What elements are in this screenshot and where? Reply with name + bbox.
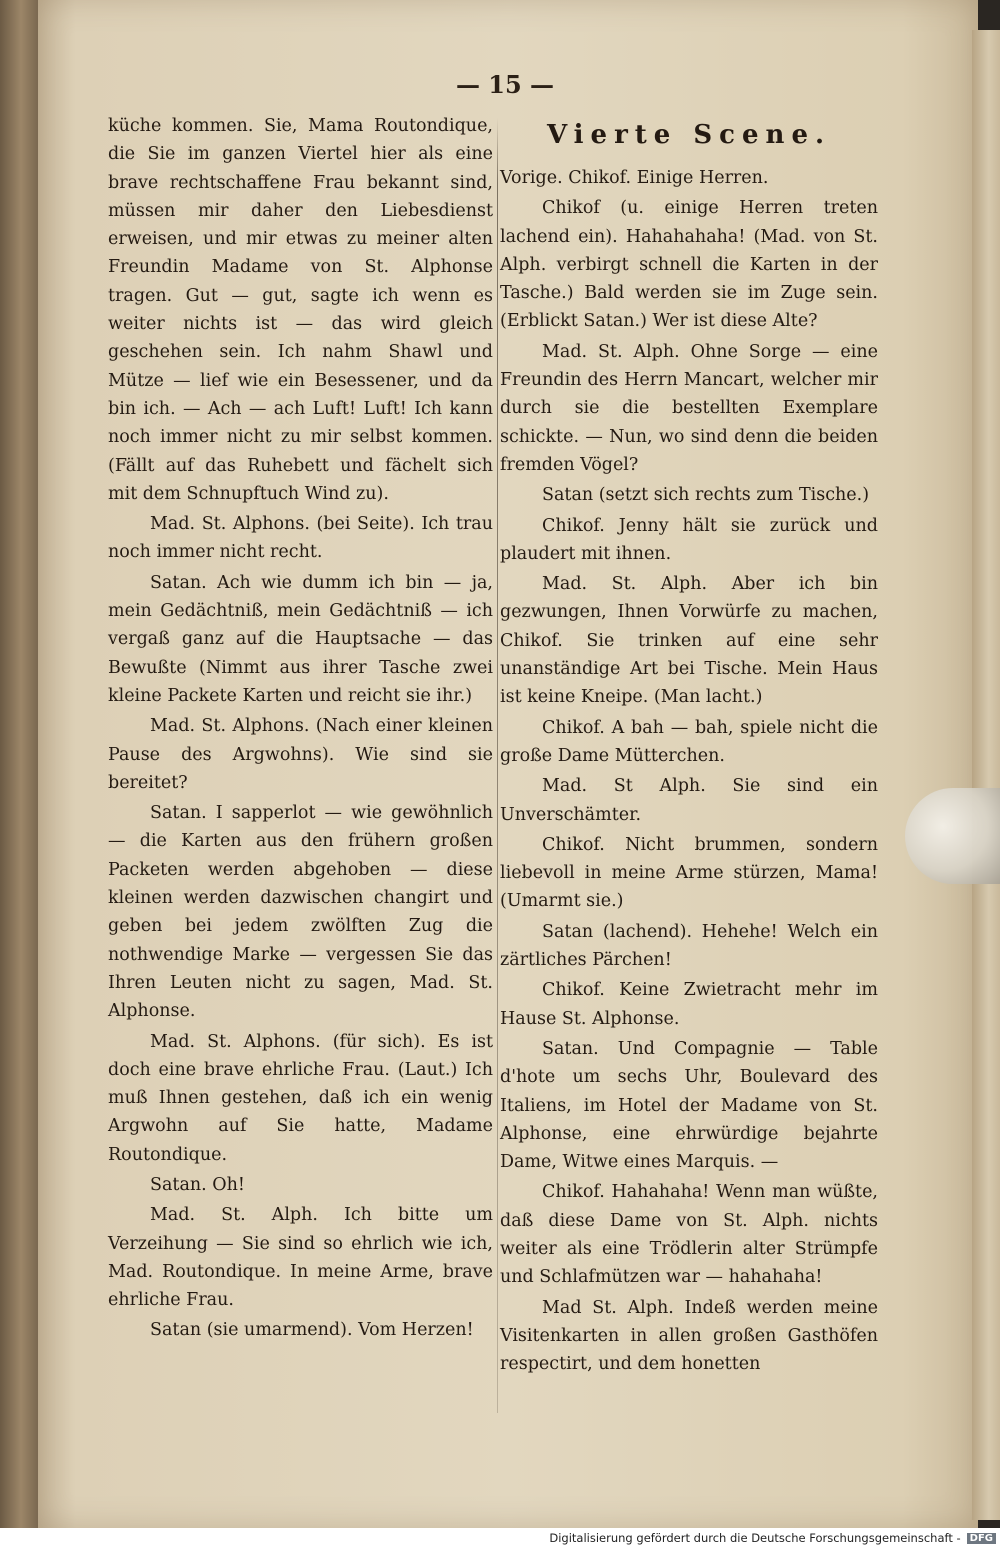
paragraph: küche kommen. Sie, Mama Routondique, die Sie im ganzen Viertel hier als eine brave rechtschaffene Frau bekannt sind, müssen mir daher den Liebesdienst erweisen, und mir etwas zu meiner alten Freundin Madame von St. Alphonse tragen. Gut — gut, sagte ich wenn es weiter nichts ist — das wird gleich geschehen sein. Ich nahm Shawl und Mütze — lief wie ein Besessener, und da bin ich. — Ach — ach Luft! Luft! Ich kann noch immer nicht zu mir selbst kommen. (Fällt auf das Ruhebett und fächelt sich mit dem Schnupftuch Wind zu). [108, 116, 493, 504]
paragraph: Satan. I sapperlot — wie gewöhnlich — die Karten aus den frühern großen Packeten werden abgehoben — diese kleinen werden dazwischen changirt und geben bei jedem zwölften Zug die nothwendige Marke — vergessen Sie das Ihren Leuten nicht zu sagen, Mad. St. Alphonse. [108, 803, 493, 1022]
paragraph: Chikof. Hahahaha! Wenn man wüßte, daß diese Dame von St. Alph. nichts weiter als eine Trödlerin alter Strümpfe und Schlafmützen war — hahahaha! [500, 1182, 878, 1288]
footer-text: Digitalisierung gefördert durch die Deutsche Forschungsgemeinschaft - [549, 1531, 961, 1545]
paragraph: Mad. St. Alph. Ich bitte um Verzeihung — Sie sind so ehrlich wie ich, Mad. Routondique. In meine Arme, brave ehrliche Frau. [108, 1205, 493, 1311]
column-divider [497, 118, 498, 1413]
paragraph: Satan (setzt sich rechts zum Tische.) [542, 485, 870, 506]
page-fore-edge [972, 30, 1000, 1520]
paragraph: Chikof. Nicht brummen, sondern liebevoll in meine Arme stürzen, Mama! (Umarmt sie.) [500, 834, 878, 912]
paragraph: Satan (lachend). Hehehe! Welch ein zärtliches Pärchen! [500, 921, 878, 971]
paragraph: Satan (sie umarmend). Vom Herzen! [150, 1320, 474, 1341]
page-number: — 15 — [455, 70, 555, 99]
paragraph: Mad St. Alph. Indeß werden meine Visitenkarten in allen großen Gasthöfen respectirt, und dem honetten [500, 1297, 878, 1375]
scene-title: Vierte Scene. [546, 120, 832, 150]
paragraph: Satan. Oh! [150, 1174, 245, 1195]
paragraph: Mad. St. Alph. Ohne Sorge — eine Freundin des Herrn Mancart, welcher mir durch sie die bestellten Exemplare schickte. — Nun, wo sind denn die beiden fremden Vögel? [500, 341, 878, 475]
dfg-logo: DFG [967, 1533, 996, 1544]
left-column [108, 112, 493, 1347]
page-clip [905, 788, 1000, 884]
paragraph: Mad. St. Alphons. (bei Seite). Ich trau noch immer nicht recht. [108, 514, 493, 563]
paragraph: Mad. St. Alphons. (Nach einer kleinen Pause des Argwohns). Wie sind sie bereitet? [108, 716, 493, 793]
footer-bar [0, 1528, 1000, 1547]
paragraph: Mad. St. Alph. Aber ich bin gezwungen, Ihnen Vorwürfe zu machen, Chikof. Sie trinken auf eine sehr unanständige Art bei Tische. Mein Haus ist keine Kneipe. (Man lacht.) [500, 574, 878, 708]
paragraph: Chikof. Keine Zwietracht mehr im Hause St. Alphonse. [500, 980, 878, 1029]
left-page-edge [0, 0, 38, 1528]
paragraph: Satan. Ach wie dumm ich bin — ja, mein Gedächtniß, mein Gedächtniß — ich vergaß ganz auf die Hauptsache — das Bewußte (Nimmt aus ihrer Tasche zwei kleine Packete Karten und reicht sie ihr.) [108, 572, 493, 706]
paragraph: Vorige. Chikof. Einige Herren. [500, 168, 769, 188]
right-column [500, 112, 878, 1380]
paragraph: Chikof. Jenny hält sie zurück und plaudert mit ihnen. [500, 515, 878, 564]
paragraph: Mad. St Alph. Sie sind ein Unverschämter. [500, 776, 878, 825]
paragraph: Chikof (u. einige Herren treten lachend ein). Hahahahaha! (Mad. von St. Alph. verbirgt schnell die Karten in der Tasche.) Bald werden sie im Zuge sein. (Erblickt Satan.) Wer ist diese Alte? [500, 198, 878, 332]
paragraph: Chikof. A bah — bah, spiele nicht die große Dame Mütterchen. [500, 717, 878, 766]
paragraph: Mad. St. Alphons. (für sich). Es ist doch eine brave ehrliche Frau. (Laut.) Ich muß Ihnen gestehen, daß ich ein wenig Argwohn auf Sie hatte, Madame Routondique. [108, 1031, 493, 1165]
paragraph: Satan. Und Compagnie — Table d'hote um sechs Uhr, Boulevard des Italiens, im Hotel der Madame von St. Alphonse, eine ehrwürdige bejahrte Dame, Witwe eines Marquis. — [500, 1038, 878, 1173]
